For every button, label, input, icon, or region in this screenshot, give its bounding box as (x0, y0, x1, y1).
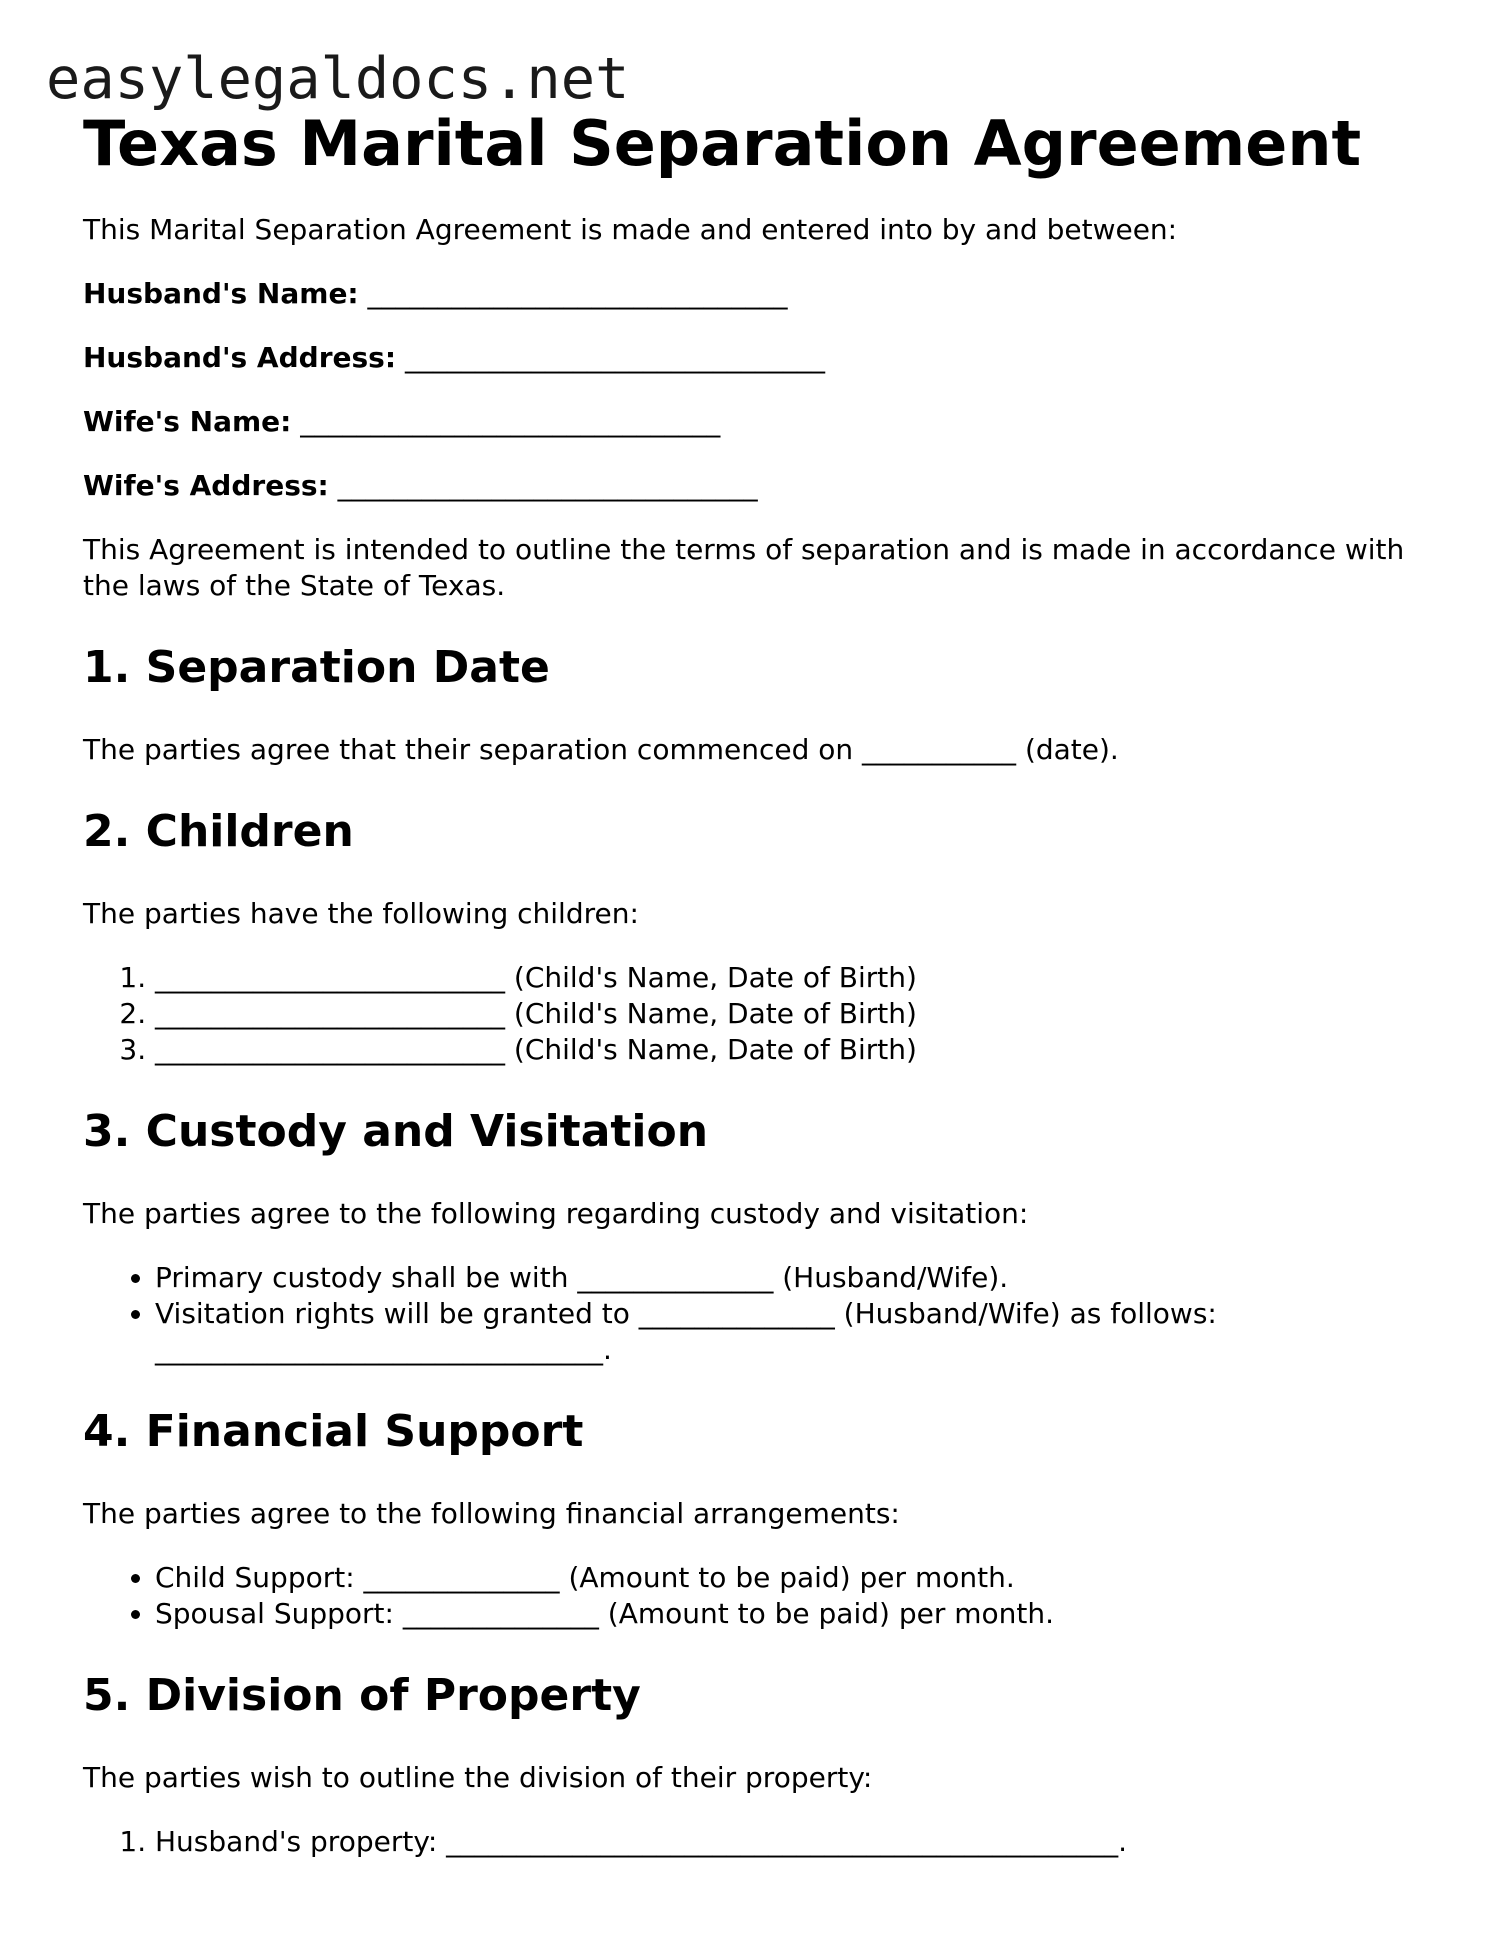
custody-list (83, 1260, 1355, 1368)
list-item: • Visitation rights will be granted to ______________ (Husband/Wife) as follows: ________________________________. (155, 1296, 1355, 1368)
list-item: • Child Support: ______________ (Amount to be paid) per month. (155, 1560, 1423, 1596)
document-page (83, 106, 1423, 1860)
husband-address-label: Husband's Address: (83, 341, 397, 374)
section-heading-property: 5. Division of Property (83, 1670, 641, 1721)
intro-paragraph: This Marital Separation Agreement is made and entered into by and between: (83, 213, 1178, 246)
list-item: • Primary custody shall be with ______________ (Husband/Wife). (155, 1260, 1355, 1296)
financial-list (83, 1560, 1423, 1632)
document-title: Texas Marital Separation Agreement (83, 107, 1362, 180)
list-item: 1. _________________________ (Child's Name, Date of Birth) (155, 960, 1423, 996)
wife-address-blank: ______________________________ (337, 469, 758, 502)
custody-text: The parties agree to the following regarding custody and visitation: (83, 1197, 1029, 1230)
section-heading-financial: 4. Financial Support (83, 1406, 584, 1457)
list-item: 3. _________________________ (Child's Name, Date of Birth) (155, 1032, 1423, 1068)
list-item: 2. _________________________ (Child's Name, Date of Birth) (155, 996, 1423, 1032)
purpose-paragraph: This Agreement is intended to outline the terms of separation and is made in accordance with the laws of the State of Texas. (83, 533, 1405, 602)
section-heading-separation-date: 1. Separation Date (83, 642, 550, 693)
husband-name-field (83, 276, 1423, 312)
watermark-text: easylegaldocs.net (46, 46, 630, 112)
section-heading-custody: 3. Custody and Visitation (83, 1106, 709, 1157)
wife-address-label: Wife's Address: (83, 469, 329, 502)
separation-date-text: The parties agree that their separation commenced on ___________ (date). (83, 733, 1119, 766)
children-text: The parties have the following children: (83, 897, 639, 930)
property-list (83, 1824, 1423, 1860)
list-item: • Spousal Support: ______________ (Amount to be paid) per month. (155, 1596, 1423, 1632)
children-list (83, 960, 1423, 1068)
husband-address-blank: ______________________________ (404, 341, 825, 374)
property-text: The parties wish to outline the division of their property: (83, 1761, 873, 1794)
section-heading-children: 2. Children (83, 806, 354, 857)
list-item: 1. Husband's property: ________________________________________________. (155, 1824, 1423, 1860)
wife-name-blank: ______________________________ (300, 405, 721, 438)
financial-text: The parties agree to the following financial arrangements: (83, 1497, 900, 1530)
husband-name-label: Husband's Name: (83, 277, 359, 310)
husband-name-blank: ______________________________ (367, 277, 788, 310)
wife-name-label: Wife's Name: (83, 405, 292, 438)
wife-address-field (83, 468, 1423, 504)
husband-address-field (83, 340, 1423, 376)
wife-name-field (83, 404, 1423, 440)
